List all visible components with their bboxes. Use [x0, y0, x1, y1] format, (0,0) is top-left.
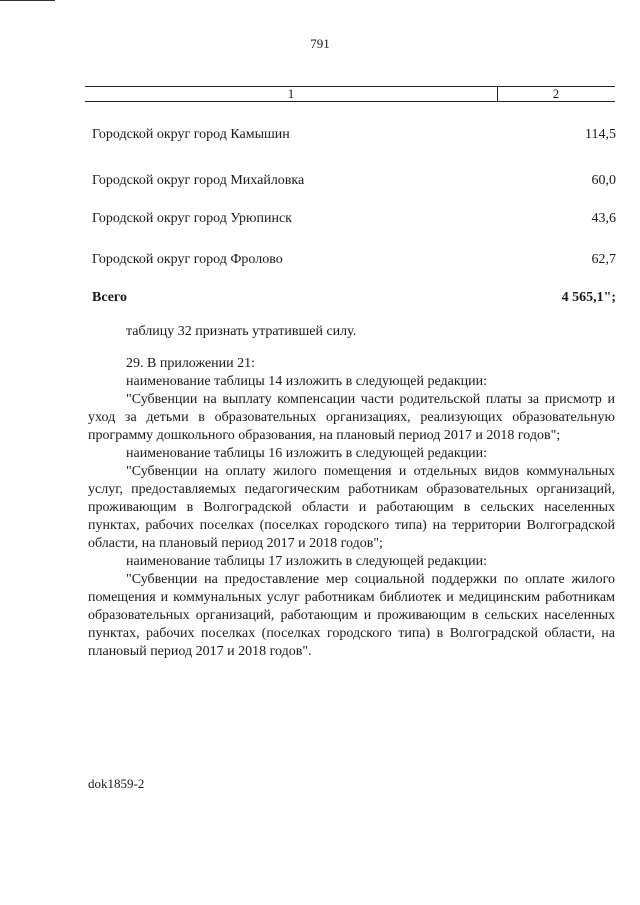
page-number: 791 — [310, 36, 330, 51]
paragraph: "Субвенции на выплату компенсации части родительской платы за присмотр и уход за детьми в образовательных организациях, реализующих образовательную программу дошкольного образования, на плановый период 2017 и 2018 годов"; — [88, 392, 615, 443]
row-name: Городской округ город Фролово — [92, 252, 283, 267]
paragraph: наименование таблицы 17 изложить в следующей редакции: — [126, 554, 488, 569]
paragraph: таблицу 32 признать утратившей силу. — [126, 324, 357, 339]
table-header-col-2: 2 — [552, 86, 560, 101]
row-name: Городской округ город Михайловка — [92, 173, 305, 188]
paragraph: "Субвенции на оплату жилого помещения и отдельных видов коммунальных услуг, предоставляемых педагогическим работникам образовательных организаций, проживающим в Волгоградской области и работающим в сельских населенных пунктах, рабочих поселках (поселках городского типа) на территории Волгоградской области, на плановый период 2017 и 2018 годов"; — [88, 464, 615, 551]
table-header — [85, 86, 615, 102]
row-value: 43,6 — [591, 211, 616, 226]
document-body — [88, 323, 615, 661]
paragraph: наименование таблицы 16 изложить в следующей редакции: — [126, 446, 488, 461]
table-header-bottom-rule — [85, 101, 615, 102]
paragraph: наименование таблицы 14 изложить в следующей редакции: — [126, 374, 488, 389]
total-value: 4 565,1"; — [561, 290, 616, 305]
row-value: 114,5 — [585, 127, 616, 142]
row-value: 60,0 — [591, 173, 616, 188]
row-value: 62,7 — [591, 252, 616, 267]
row-name: Городской округ город Урюпинск — [92, 211, 292, 226]
top-edge-line — [0, 0, 55, 1]
total-label: Всего — [92, 290, 127, 305]
paragraph: "Субвенции на предоставление мер социальной поддержки по оплате жилого помещения и коммунальных услуг работникам библиотек и медицинским работникам образовательных организаций, работающим и проживающим в сельских населенных пунктах, рабочих поселках (поселках городского типа) в Волгоградской области, на плановый период 2017 и 2018 годов". — [88, 572, 615, 659]
row-name: Городской округ город Камышин — [92, 127, 290, 142]
table-header-col-1: 1 — [287, 86, 295, 101]
paragraph: 29. В приложении 21: — [126, 356, 256, 371]
document-footer-code: dok1859-2 — [88, 776, 145, 791]
